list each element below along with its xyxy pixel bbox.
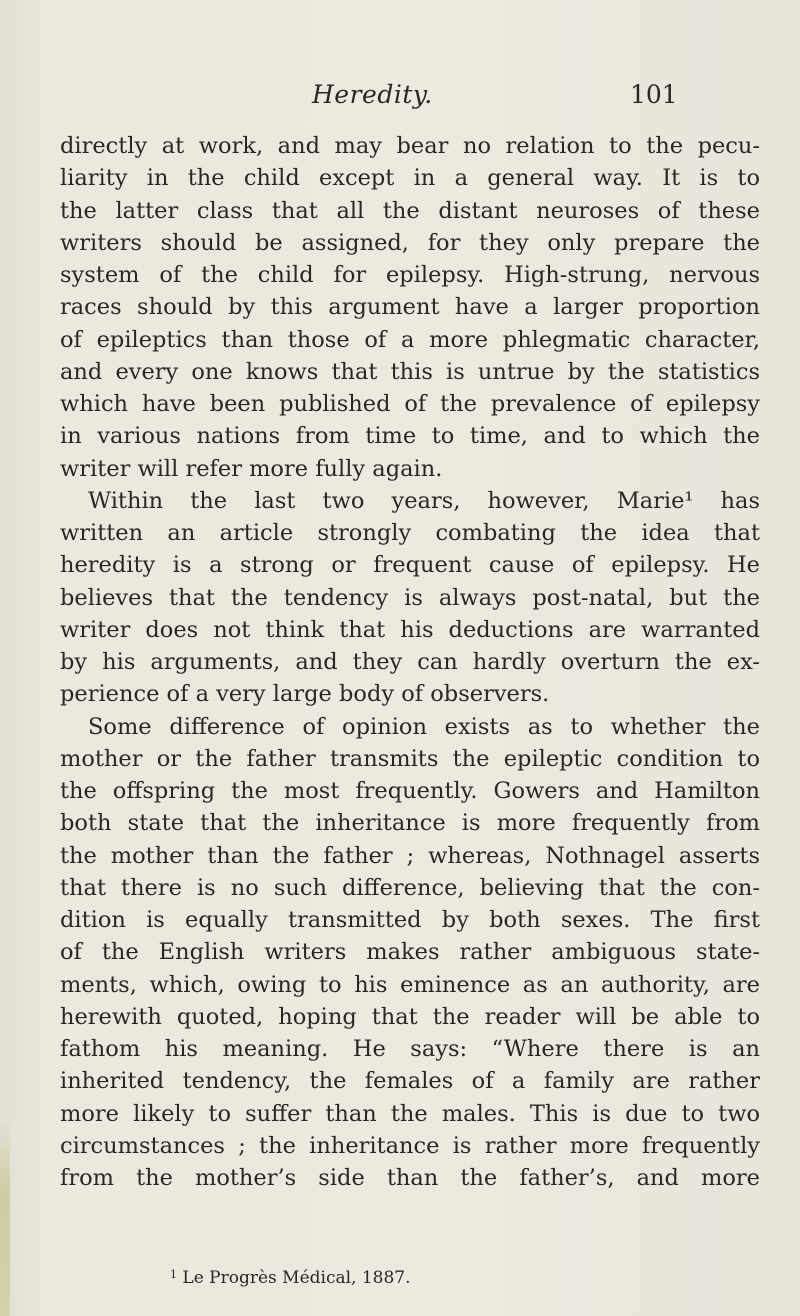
text-line: and every one knows that this is untrue by the statistics	[60, 358, 760, 385]
text-line: more likely to suffer than the males. This is due to two	[60, 1100, 760, 1127]
text-line: mother or the father transmits the epileptic condition to	[60, 745, 760, 772]
text-line: ments, which, owing to his eminence as an authority, are	[60, 971, 760, 998]
text-line: herewith quoted, hoping that the reader will be able to	[60, 1003, 760, 1030]
paragraph-start-line: Some difference of opinion exists as to whether the	[88, 713, 760, 740]
page-edge-stain	[0, 1120, 10, 1316]
text-line: heredity is a strong or frequent cause of epilepsy. He	[60, 552, 760, 579]
body-text	[60, 130, 760, 1194]
footnote-text: Le Progrès Médical, 1887.	[182, 1268, 411, 1288]
paragraph-start-line: Within the last two years, however, Marie¹ has	[88, 487, 760, 514]
text-line: system of the child for epilepsy. High-strung, nervous	[60, 262, 760, 288]
text-line: of the English writers makes rather ambiguous state-	[60, 939, 760, 966]
text-line: the mother than the father ; whereas, Nothnagel asserts	[60, 842, 760, 869]
text-line: in various nations from time to time, and to which the	[60, 423, 760, 450]
text-line: inherited tendency, the females of a family are rather	[60, 1068, 760, 1095]
text-line: believes that the tendency is always post-natal, but the	[60, 584, 760, 611]
text-line: directly at work, and may bear no relation to the pecu-	[60, 133, 760, 159]
text-line: writers should be assigned, for they only prepare the	[60, 229, 760, 256]
text-line: writer does not think that his deductions are warranted	[60, 616, 760, 643]
running-head	[0, 80, 800, 120]
text-line: races should by this argument have a larger proportion	[60, 294, 760, 321]
footnote	[170, 1268, 411, 1288]
text-line: of epileptics than those of a more phlegmatic character,	[60, 326, 760, 353]
text-line: dition is equally transmitted by both sexes. The first	[60, 907, 760, 933]
page-number: 101	[630, 80, 678, 109]
text-line: the latter class that all the distant neuroses of these	[60, 197, 760, 224]
text-line: that there is no such difference, believing that the con-	[60, 874, 760, 901]
text-line: fathom his meaning. He says: “Where there is an	[60, 1036, 760, 1062]
text-line: both state that the inheritance is more frequently from	[60, 810, 760, 837]
text-line: liarity in the child except in a general way. It is to	[60, 165, 760, 192]
running-title: Heredity.	[312, 80, 433, 109]
text-line: by his arguments, and they can hardly overturn the ex-	[60, 649, 760, 675]
text-line: writer will refer more fully again.	[60, 455, 443, 482]
text-line: perience of a very large body of observers.	[60, 681, 550, 708]
text-line: written an article strongly combating the idea that	[60, 520, 760, 546]
text-line: from the mother’s side than the father’s, and more	[60, 1165, 760, 1191]
footnote-marker: 1	[170, 1268, 177, 1281]
text-line: which have been published of the prevalence of epilepsy	[60, 391, 760, 417]
text-line: circumstances ; the inheritance is rather more frequently	[60, 1132, 760, 1159]
text-line: the offspring the most frequently. Gowers and Hamilton	[60, 778, 760, 804]
